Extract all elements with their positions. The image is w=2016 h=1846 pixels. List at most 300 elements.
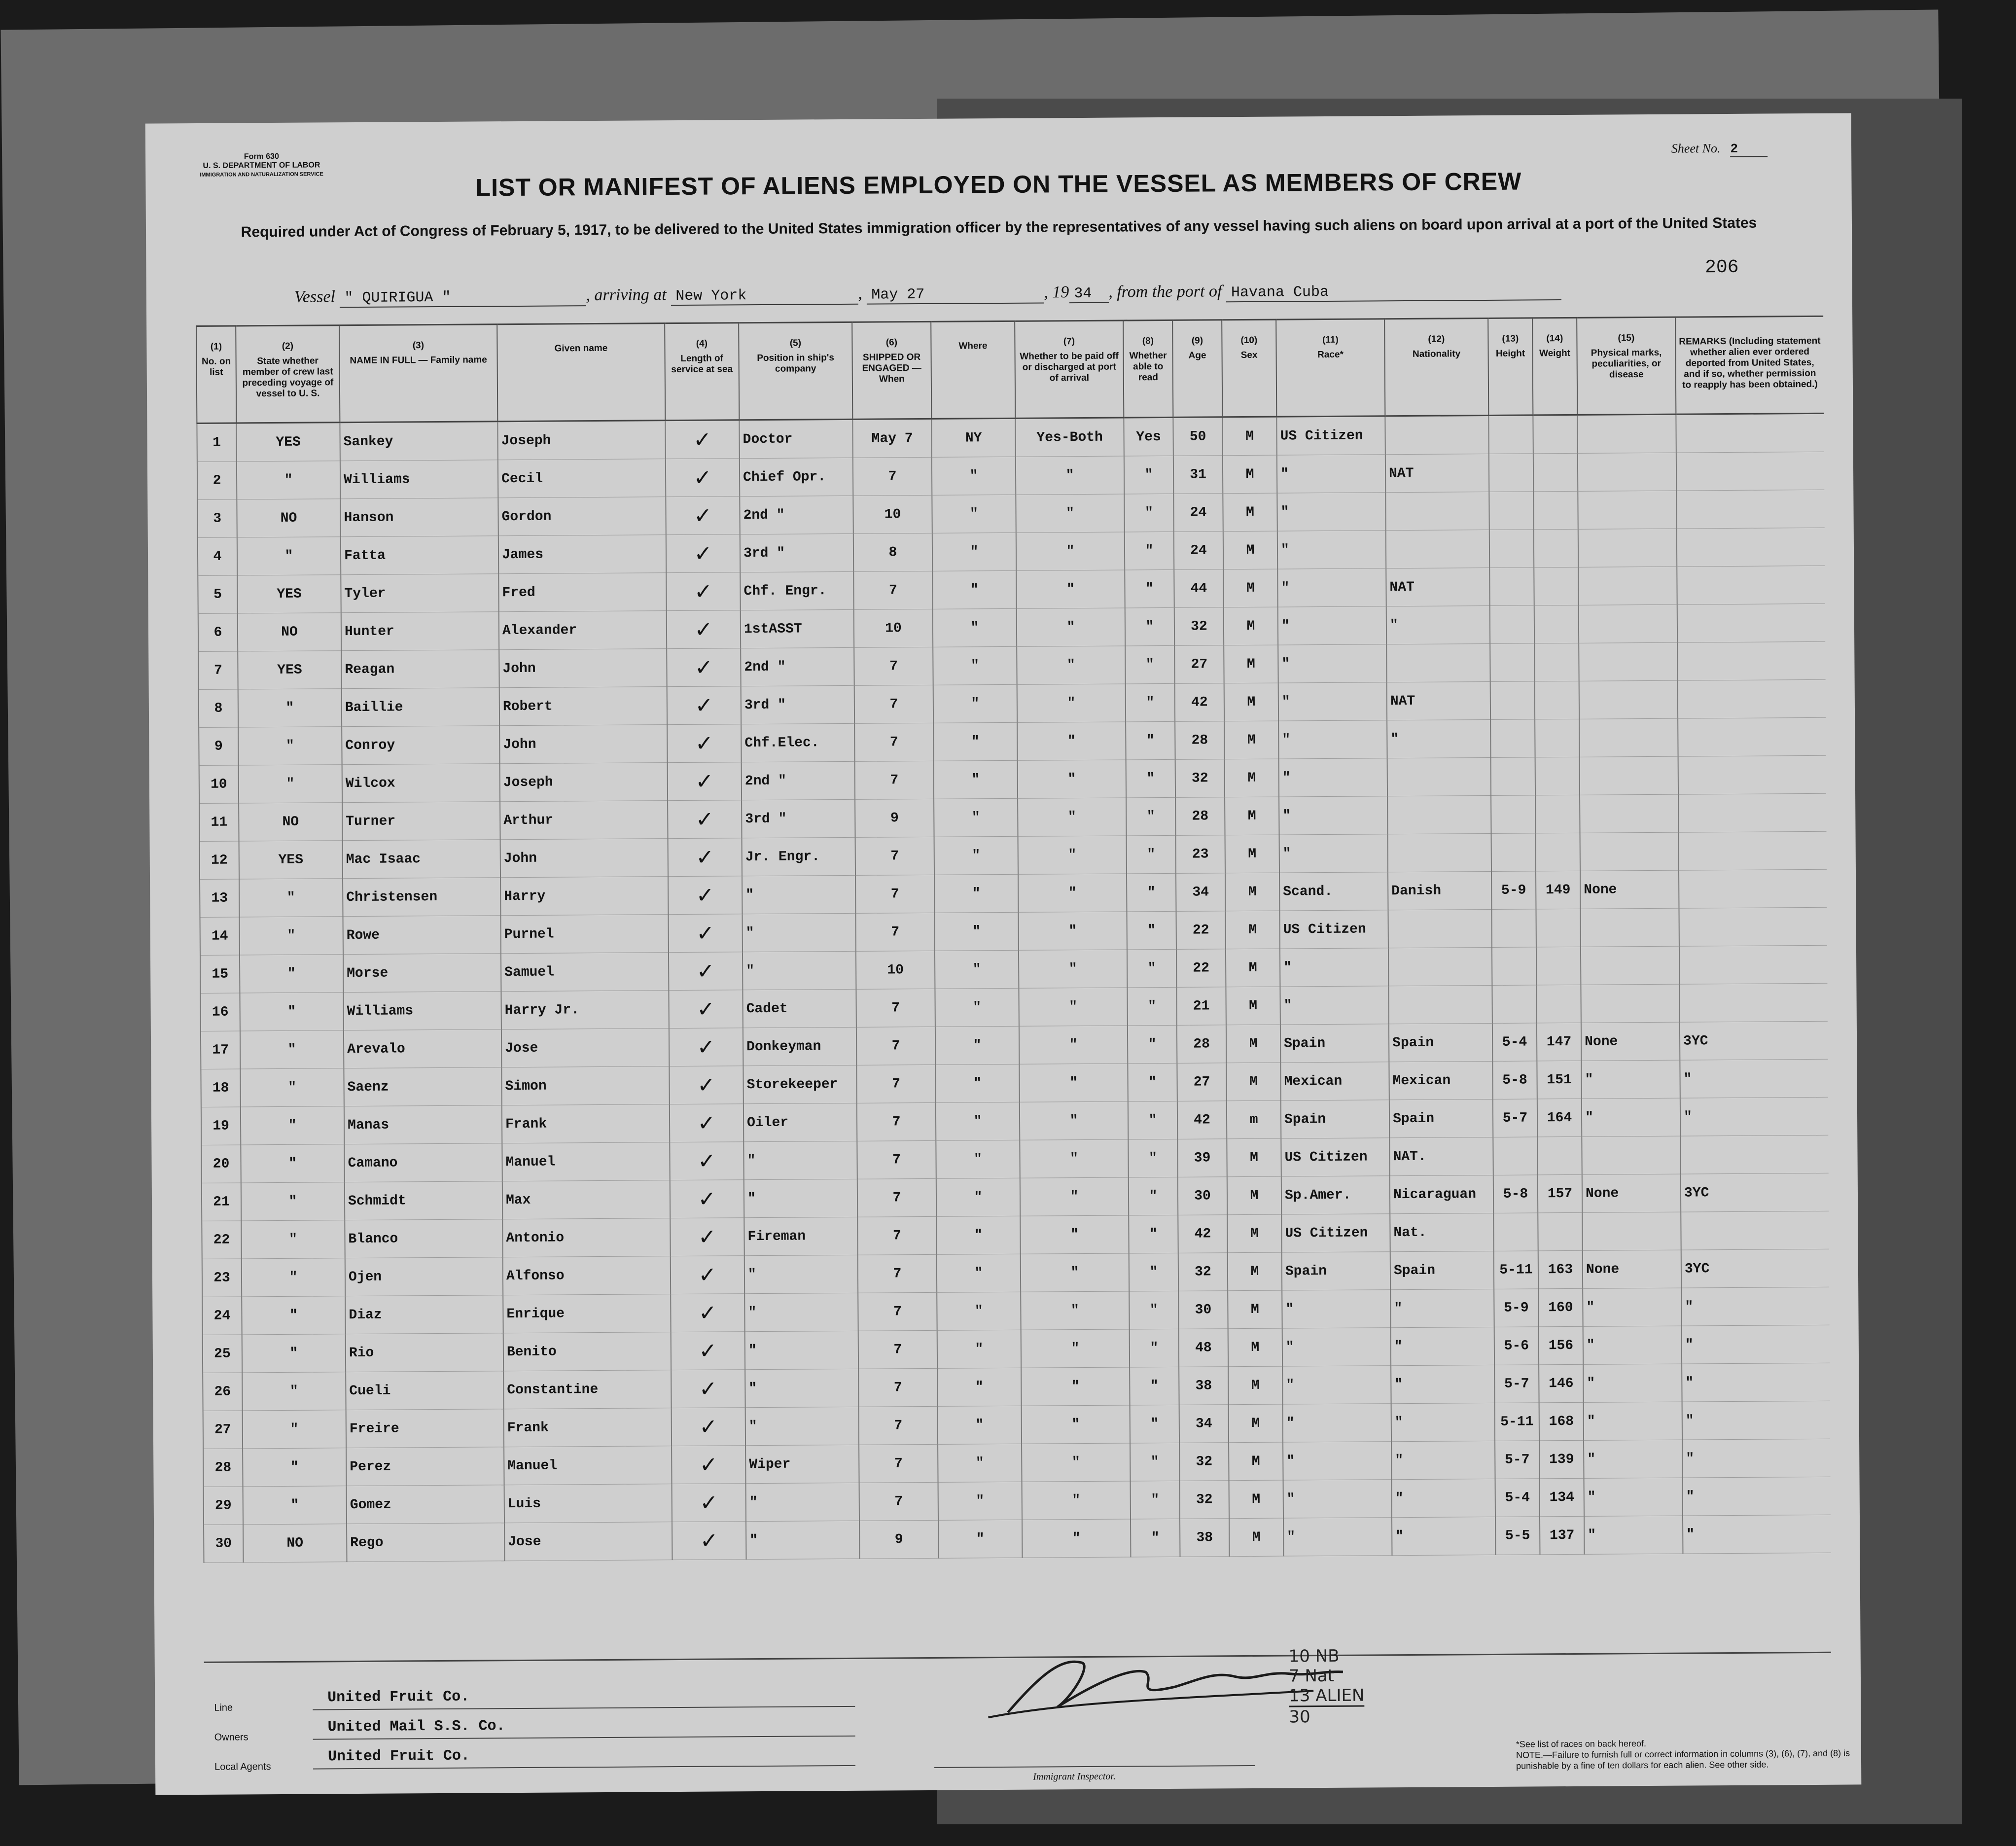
- cell-family: Turner: [342, 802, 500, 841]
- cell-paid: ": [1019, 1064, 1128, 1102]
- cell-paid: ": [1021, 1367, 1130, 1406]
- column-number: (8): [1142, 336, 1154, 347]
- cell-read: ": [1125, 532, 1174, 570]
- service-checkmark-cell: [667, 648, 741, 687]
- cell-ht: 5-9: [1494, 1289, 1538, 1327]
- cell-nat: NAT: [1386, 568, 1489, 606]
- cell-marks: [1582, 1212, 1681, 1250]
- service-checkmark-cell: [666, 534, 740, 573]
- cell-no: 12: [200, 841, 239, 879]
- checkmark-icon: ✓: [695, 731, 713, 756]
- cell-given: Alfonso: [503, 1256, 671, 1295]
- cell-where: ": [934, 760, 1018, 799]
- cell-when: 9: [855, 799, 934, 837]
- cell-nat: Spain: [1390, 1251, 1494, 1289]
- cell-family: Schmidt: [345, 1181, 502, 1220]
- cell-sex: M: [1223, 531, 1277, 569]
- cell-prev: ": [243, 1486, 347, 1525]
- cell-race: ": [1282, 1290, 1390, 1328]
- checkmark-icon: ✓: [693, 503, 712, 529]
- year-suffix: 34: [1069, 285, 1108, 303]
- cell-rem: [1678, 755, 1826, 794]
- cell-age: 21: [1176, 987, 1226, 1026]
- cell-where: ": [937, 1330, 1021, 1368]
- cell-paid: ": [1020, 1177, 1129, 1216]
- cell-read: ": [1130, 1329, 1179, 1367]
- cell-age: 42: [1175, 683, 1224, 722]
- cell-wt: 147: [1537, 1023, 1581, 1061]
- cell-given: Fred: [498, 573, 666, 612]
- cell-wt: [1536, 909, 1580, 947]
- note-penalty: NOTE.—Failure to furnish full or correct information in columns (3), (6), (7), and (8) is punishable by a fine of ten dollars for each alien. See other side.: [1516, 1748, 1850, 1771]
- cell-paid: ": [1022, 1405, 1130, 1444]
- cell-when: 10: [853, 495, 932, 533]
- cell-sex: M: [1223, 455, 1277, 494]
- cell-nat: ": [1387, 719, 1490, 758]
- vessel-label: Vessel: [294, 287, 336, 306]
- cell-where: ": [932, 570, 1016, 609]
- cell-race: ": [1278, 644, 1386, 683]
- cell-read: ": [1130, 1405, 1179, 1443]
- cell-ht: [1490, 605, 1534, 644]
- cell-when: 7: [853, 571, 932, 609]
- column-label: Whether able to read: [1129, 350, 1167, 383]
- cell-given: Cecil: [498, 459, 666, 498]
- footnotes: [1516, 1737, 1861, 1771]
- cell-wt: [1533, 491, 1578, 530]
- cell-prev: ": [237, 461, 340, 499]
- cell-wt: 139: [1539, 1440, 1584, 1479]
- cell-no: 26: [203, 1373, 242, 1411]
- cell-paid: ": [1017, 684, 1126, 722]
- column-number: (15): [1618, 333, 1635, 344]
- column-label: Given name: [554, 343, 608, 354]
- cell-rem: [1681, 1211, 1829, 1250]
- cell-ht: [1491, 909, 1536, 948]
- column-header: [665, 323, 739, 421]
- cell-given: Arthur: [500, 801, 668, 840]
- column-number: (12): [1428, 334, 1445, 345]
- service-checkmark-cell: [669, 1028, 743, 1066]
- cell-wt: [1536, 985, 1581, 1023]
- cell-ht: [1491, 795, 1535, 834]
- cell-marks: ": [1583, 1288, 1681, 1326]
- cell-marks: None: [1583, 1250, 1681, 1288]
- cell-family: Morse: [343, 954, 501, 993]
- checkmark-icon: ✓: [694, 617, 713, 642]
- cell-ht: [1491, 833, 1536, 872]
- cell-rem: [1677, 528, 1825, 567]
- cell-family: Fatta: [341, 536, 498, 575]
- cell-sex: M: [1224, 607, 1278, 645]
- cell-race: Spain: [1282, 1252, 1390, 1290]
- cell-paid: ": [1018, 798, 1126, 836]
- agents-rule: [313, 1765, 855, 1770]
- column-label: Height: [1495, 348, 1525, 359]
- cell-race: ": [1283, 1442, 1391, 1480]
- cell-nat: [1387, 795, 1491, 834]
- cell-family: Reagan: [341, 650, 499, 689]
- cell-age: 22: [1176, 949, 1226, 988]
- column-header: [1577, 317, 1676, 415]
- cell-nat: [1385, 492, 1489, 530]
- cell-when: 7: [858, 1292, 937, 1331]
- service-checkmark-cell: [671, 1332, 745, 1370]
- cell-when: 7: [854, 647, 933, 685]
- cell-paid: ": [1016, 494, 1124, 532]
- cell-sex: M: [1225, 797, 1279, 835]
- cell-when: 7: [857, 1102, 936, 1141]
- cell-given: Luis: [504, 1484, 672, 1523]
- cell-pos: Oiler: [743, 1103, 857, 1141]
- cell-paid: ": [1018, 760, 1126, 798]
- cell-no: 17: [201, 1031, 240, 1069]
- service-checkmark-cell: [671, 1370, 745, 1408]
- cell-family: Baillie: [342, 688, 499, 727]
- checkmark-icon: ✓: [699, 1452, 718, 1478]
- cell-read: ": [1129, 1291, 1178, 1329]
- cell-age: 38: [1180, 1519, 1229, 1557]
- cell-age: 28: [1175, 721, 1224, 760]
- cell-ht: 5-8: [1492, 1061, 1537, 1100]
- cell-read: ": [1126, 759, 1175, 798]
- cell-rem: [1678, 679, 1826, 718]
- cell-no: 3: [197, 499, 237, 537]
- cell-rem: [1679, 945, 1827, 984]
- cell-pos: 3rd ": [741, 685, 854, 724]
- cell-where: ": [933, 722, 1017, 761]
- agents-label: Local Agents: [214, 1761, 271, 1773]
- cell-rem: [1677, 604, 1825, 642]
- arrival-date: May 27: [866, 285, 1044, 304]
- cell-pos: 2nd ": [740, 496, 853, 534]
- checkmark-icon: ✓: [699, 1338, 717, 1364]
- cell-when: 7: [855, 875, 934, 913]
- column-header: [236, 325, 340, 423]
- cell-rem: 3YC: [1680, 1021, 1828, 1060]
- cell-no: 9: [199, 727, 238, 765]
- service-checkmark-cell: [670, 1104, 743, 1142]
- cell-family: Perez: [346, 1447, 504, 1486]
- cell-prev: YES: [239, 841, 343, 879]
- cell-given: Gordon: [498, 497, 666, 536]
- cell-marks: [1578, 453, 1676, 491]
- cell-nat: ": [1391, 1327, 1494, 1365]
- cell-read: ": [1126, 797, 1175, 836]
- sheet-label: Sheet No.: [1671, 141, 1721, 156]
- cell-nat: Spain: [1389, 1023, 1492, 1062]
- checkmark-icon: ✓: [694, 579, 713, 604]
- column-header: [1532, 318, 1577, 415]
- tally-line: 7 Nat: [1288, 1666, 1335, 1686]
- page-subtitle: Required under Act of Congress of February 5, 1917, to be delivered to the United States immigration officer by the representatives of any vessel having such aliens on board upon arrival at a port of the United States: [241, 214, 1757, 241]
- cell-family: Blanco: [345, 1219, 502, 1258]
- cell-read: ": [1130, 1443, 1179, 1481]
- cell-rem: ": [1682, 1439, 1830, 1478]
- cell-read: ": [1129, 1253, 1178, 1291]
- service-checkmark-cell: [667, 724, 741, 763]
- cell-marks: [1581, 984, 1679, 1023]
- cell-family: Williams: [340, 460, 498, 499]
- cell-race: ": [1282, 1366, 1391, 1404]
- cell-family: Tyler: [341, 574, 498, 613]
- cell-family: Freire: [346, 1409, 504, 1448]
- cell-pos: 1stASST: [741, 609, 854, 648]
- page-title: LIST OR MANIFEST OF ALIENS EMPLOYED ON THE VESSEL AS MEMBERS OF CREW: [475, 167, 1522, 202]
- cell-age: 42: [1177, 1101, 1227, 1139]
- cell-read: ": [1131, 1481, 1180, 1519]
- cell-no: 28: [203, 1449, 243, 1487]
- cell-ht: [1489, 492, 1533, 530]
- cell-prev: ": [242, 1258, 345, 1297]
- checkmark-icon: ✓: [699, 1376, 717, 1402]
- cell-age: 24: [1174, 532, 1223, 570]
- cell-family: Wilcox: [342, 764, 500, 803]
- cell-given: Jose: [501, 1029, 669, 1067]
- column-label: Where: [958, 341, 988, 352]
- column-header: [196, 326, 236, 423]
- cell-ht: 5-4: [1495, 1479, 1540, 1517]
- service-checkmark-cell: [667, 686, 741, 725]
- cell-sex: M: [1228, 1328, 1282, 1367]
- cell-where: ": [934, 912, 1018, 951]
- cell-ht: [1491, 757, 1535, 796]
- column-label: Nationality: [1412, 349, 1461, 359]
- column-label: State whether member of crew last preceding voyage of vessel to U. S.: [242, 355, 334, 399]
- cell-nat: NAT: [1385, 454, 1489, 492]
- cell-paid: ": [1020, 1215, 1129, 1254]
- cell-when: 7: [856, 1065, 935, 1103]
- cell-marks: [1578, 529, 1677, 567]
- cell-age: 32: [1174, 607, 1224, 646]
- cell-rem: [1676, 490, 1824, 529]
- cell-ht: [1490, 719, 1535, 758]
- cell-marks: None: [1580, 870, 1679, 909]
- service-checkmark-cell: [668, 762, 742, 801]
- cell-ht: 5-11: [1495, 1403, 1539, 1441]
- cell-race: Spain: [1280, 1024, 1389, 1063]
- column-number: (13): [1502, 333, 1519, 344]
- cell-age: 22: [1176, 911, 1225, 950]
- cell-when: 7: [858, 1368, 937, 1407]
- cell-read: ": [1127, 987, 1176, 1026]
- cell-race: ": [1279, 834, 1388, 873]
- cell-wt: [1538, 1212, 1582, 1251]
- cell-where: ": [938, 1482, 1022, 1520]
- column-header: [1488, 318, 1533, 416]
- service-checkmark-cell: [666, 572, 740, 611]
- cell-ht: 5-11: [1494, 1251, 1538, 1289]
- service-checkmark-cell: [671, 1256, 744, 1294]
- cell-prev: ": [240, 955, 343, 993]
- cell-pos: ": [743, 951, 856, 990]
- service-checkmark-cell: [667, 610, 741, 649]
- cell-given: Benito: [503, 1332, 671, 1371]
- cell-wt: 164: [1537, 1099, 1582, 1137]
- column-number: (6): [885, 337, 898, 348]
- cell-rem: [1679, 907, 1827, 946]
- column-header: [339, 324, 497, 423]
- cell-wt: 157: [1538, 1174, 1582, 1213]
- cell-ht: [1493, 1137, 1537, 1175]
- cell-ht: [1493, 1213, 1538, 1251]
- cell-nat: ": [1391, 1441, 1495, 1479]
- cell-where: ": [932, 532, 1016, 571]
- column-number: [499, 339, 662, 340]
- manifest-sheet: [145, 113, 1862, 1795]
- cell-marks: ": [1581, 1060, 1680, 1099]
- year-prefix: 19: [1052, 283, 1069, 302]
- cell-where: ": [935, 988, 1019, 1027]
- cell-paid: ": [1019, 988, 1127, 1026]
- column-header: [1015, 320, 1124, 418]
- cell-family: Gomez: [347, 1485, 504, 1524]
- cell-prev: ": [242, 1296, 345, 1335]
- cell-paid: ": [1017, 722, 1126, 760]
- cell-ht: 5-8: [1493, 1175, 1538, 1213]
- column-label: Weight: [1539, 348, 1571, 359]
- service-checkmark-cell: [672, 1408, 745, 1446]
- cell-given: John: [499, 725, 667, 764]
- cell-sex: M: [1223, 493, 1277, 532]
- cell-read: ": [1125, 569, 1174, 608]
- cell-marks: ": [1583, 1364, 1682, 1402]
- cell-where: ": [935, 950, 1019, 989]
- column-number: (3): [412, 340, 424, 351]
- cell-family: Ojen: [345, 1257, 503, 1296]
- cell-given: Harry Jr.: [501, 991, 669, 1030]
- cell-wt: 163: [1538, 1250, 1583, 1289]
- cell-nat: [1388, 833, 1491, 872]
- cell-read: ": [1128, 1101, 1177, 1139]
- column-label: REMARKS (Including statement whether alien ever ordered deported from United States, and if so, whether permission to reapply has been obtained.): [1679, 335, 1821, 390]
- cell-prev: ": [238, 689, 342, 727]
- cell-age: 50: [1173, 417, 1222, 456]
- cell-read: ": [1128, 1063, 1177, 1101]
- checkmark-icon: ✓: [697, 1110, 716, 1136]
- cell-race: ": [1282, 1328, 1391, 1366]
- column-label: No. on list: [202, 356, 231, 378]
- cell-prev: ": [240, 1030, 344, 1069]
- inspector-label: Immigrant Inspector.: [1033, 1771, 1116, 1782]
- cell-where: ": [933, 684, 1017, 723]
- cell-nat: ": [1390, 1289, 1494, 1327]
- cell-ht: [1490, 681, 1535, 720]
- cell-wt: [1533, 415, 1577, 454]
- column-label: Whether to be paid off or discharged at port of arrival: [1020, 351, 1119, 384]
- checkmark-icon: ✓: [697, 1148, 716, 1174]
- cell-marks: [1580, 908, 1679, 947]
- cell-given: John: [500, 839, 668, 878]
- cell-family: Hanson: [340, 498, 498, 537]
- cell-family: Sankey: [340, 422, 497, 461]
- cell-rem: ": [1683, 1515, 1831, 1554]
- service-checkmark-cell: [666, 497, 740, 535]
- cell-given: Joseph: [497, 421, 665, 460]
- cell-race: ": [1283, 1404, 1391, 1442]
- cell-no: 13: [200, 879, 239, 917]
- column-label: Length of service at sea: [671, 353, 733, 375]
- column-number: (5): [789, 338, 802, 349]
- cell-race: Mexican: [1280, 1062, 1389, 1100]
- cell-nat: [1388, 947, 1492, 986]
- cell-paid: ": [1017, 646, 1125, 684]
- cell-nat: [1386, 643, 1490, 682]
- cell-where: ": [938, 1406, 1022, 1444]
- cell-ht: 5-5: [1495, 1517, 1540, 1555]
- cell-nat: ": [1392, 1517, 1495, 1555]
- cell-when: 7: [856, 989, 935, 1027]
- checkmark-icon: ✓: [698, 1224, 717, 1250]
- cell-marks: [1577, 414, 1676, 453]
- cell-race: ": [1278, 682, 1387, 721]
- service-checkmark-cell: [671, 1294, 744, 1332]
- cell-wt: 146: [1539, 1364, 1583, 1403]
- cell-race: Spain: [1281, 1100, 1389, 1138]
- service-checkmark-cell: [669, 952, 743, 991]
- cell-prev: ": [238, 727, 342, 765]
- line-value: United Fruit Co.: [327, 1688, 470, 1706]
- cell-race: ": [1280, 986, 1388, 1025]
- cell-wt: 137: [1540, 1516, 1584, 1555]
- cell-sex: M: [1223, 569, 1277, 607]
- column-label: Age: [1188, 350, 1206, 361]
- cell-pos: ": [745, 1331, 858, 1369]
- cell-race: ": [1279, 758, 1387, 797]
- cell-when: 7: [857, 1216, 936, 1255]
- cell-age: 44: [1174, 569, 1223, 608]
- arriving-label: arriving at: [594, 285, 667, 305]
- column-label: Physical marks, peculiarities, or disease: [1591, 347, 1662, 380]
- checkmark-icon: ✓: [697, 1034, 715, 1060]
- cell-where: ": [934, 798, 1018, 837]
- cell-pos: ": [744, 1255, 858, 1293]
- cell-family: Saenz: [344, 1067, 501, 1106]
- cell-pos: 2nd ": [741, 647, 854, 686]
- vessel-name: " QUIRIGUA ": [339, 288, 586, 308]
- column-number: (4): [696, 338, 708, 349]
- column-number: (2): [282, 341, 294, 352]
- department: U. S. DEPARTMENT OF LABOR: [203, 161, 320, 170]
- cell-no: 23: [202, 1259, 242, 1297]
- cell-race: ": [1278, 720, 1387, 759]
- cell-age: 31: [1173, 456, 1223, 494]
- owners-value: United Mail S.S. Co.: [327, 1718, 505, 1736]
- cell-wt: 151: [1537, 1061, 1581, 1099]
- cell-ht: [1489, 454, 1533, 492]
- column-label: Race*: [1317, 349, 1344, 360]
- cell-when: 10: [854, 609, 933, 647]
- cell-when: 7: [856, 1027, 935, 1065]
- column-number: (1): [210, 341, 222, 352]
- cell-where: ": [934, 836, 1018, 875]
- cell-pos: 3rd ": [742, 799, 855, 838]
- cell-sex: M: [1226, 1025, 1280, 1063]
- checkmark-icon: ✓: [698, 1186, 716, 1212]
- cell-age: 34: [1179, 1405, 1229, 1443]
- cell-where: ": [932, 495, 1016, 533]
- cell-prev: ": [239, 879, 343, 917]
- cell-when: 10: [856, 951, 935, 989]
- cell-nat: ": [1391, 1403, 1495, 1441]
- cell-given: Frank: [502, 1104, 670, 1143]
- cell-when: 7: [855, 837, 934, 875]
- column-number: (14): [1546, 333, 1563, 344]
- cell-pos: Fireman: [744, 1217, 857, 1255]
- owners-rule: [313, 1736, 855, 1740]
- cell-ht: [1489, 568, 1534, 606]
- cell-where: ": [938, 1444, 1022, 1482]
